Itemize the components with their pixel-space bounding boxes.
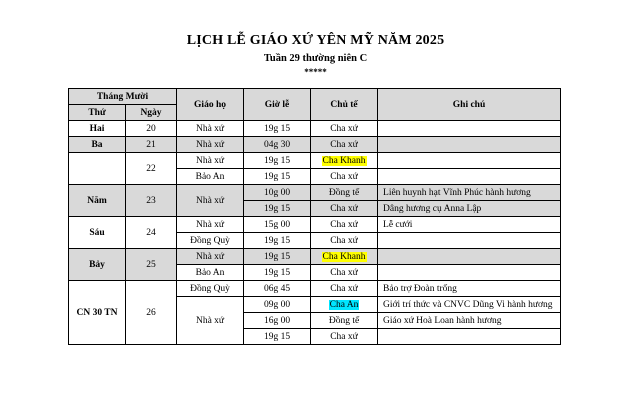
time-cell: 15g 00 — [244, 217, 311, 233]
note-header: Ghi chú — [378, 89, 561, 121]
celebrant-cell — [311, 249, 378, 265]
date-cell: 21 — [126, 137, 177, 153]
page-subtitle: Tuần 29 thường niên C — [263, 53, 368, 64]
note-cell: Dâng hương cụ Anna Lập — [378, 201, 561, 217]
highlighted-celebrant: Cha An — [329, 299, 359, 310]
celebrant-cell: Cha xứ — [311, 137, 378, 153]
celebrant-cell: Cha xứ — [311, 233, 378, 249]
group-cell: Nhà xứ — [177, 153, 244, 169]
time-cell: 10g 00 — [244, 185, 311, 201]
note-cell — [378, 265, 561, 281]
weekday-cell: Bảy — [69, 249, 126, 281]
group-cell: Nhà xứ — [177, 249, 244, 265]
celebrant-cell: Cha xứ — [311, 217, 378, 233]
note-cell — [378, 153, 561, 169]
date-cell: 22 — [126, 153, 177, 185]
celebrant-cell: Cha xứ — [311, 281, 378, 297]
note-cell — [378, 169, 561, 185]
note-cell: Bảo trợ Đoàn trống — [378, 281, 561, 297]
celebrant-header: Chủ tế — [311, 89, 378, 121]
group-cell: Nhà xứ — [177, 121, 244, 137]
time-cell: 19g 15 — [244, 169, 311, 185]
date-cell: 20 — [126, 121, 177, 137]
celebrant-cell: Đồng tế — [311, 185, 378, 201]
group-cell: Nhà xứ — [177, 297, 244, 345]
group-cell: Đồng Quỳ — [177, 281, 244, 297]
celebrant-cell — [311, 153, 378, 169]
note-cell — [378, 249, 561, 265]
group-cell: Đồng Quỳ — [177, 233, 244, 249]
note-cell: Giới trí thức và CNVC Dũng Vi hành hương — [378, 297, 561, 313]
date-cell: 26 — [126, 281, 177, 345]
date-cell: 25 — [126, 249, 177, 281]
celebrant-cell — [311, 297, 378, 313]
note-cell: Liên huynh hạt Vĩnh Phúc hành hương — [378, 185, 561, 201]
table-row — [69, 153, 561, 169]
weekday-header: Thứ — [69, 105, 126, 121]
table-row — [69, 249, 561, 265]
date-cell: 23 — [126, 185, 177, 217]
mass-schedule-table — [68, 88, 561, 345]
note-cell — [378, 121, 561, 137]
date-cell: 24 — [126, 217, 177, 249]
table-row — [69, 185, 561, 201]
page-title: LỊCH LỄ GIÁO XỨ YÊN MỸ NĂM 2025 — [186, 33, 445, 48]
note-cell — [378, 233, 561, 249]
celebrant-cell: Cha xứ — [311, 121, 378, 137]
time-cell: 19g 15 — [244, 153, 311, 169]
note-cell: Lễ cưới — [378, 217, 561, 233]
celebrant-cell: Đồng tế — [311, 313, 378, 329]
celebrant-cell: Cha xứ — [311, 201, 378, 217]
group-cell: Nhà xứ — [177, 185, 244, 217]
parish-group-header: Giáo họ — [177, 89, 244, 121]
time-cell: 19g 15 — [244, 233, 311, 249]
weekday-cell: Sáu — [69, 217, 126, 249]
note-cell — [378, 137, 561, 153]
group-cell: Bảo An — [177, 265, 244, 281]
time-cell: 09g 00 — [244, 297, 311, 313]
month-header: Tháng Mười — [69, 89, 177, 105]
time-cell: 19g 15 — [244, 265, 311, 281]
separator-stars: ***** — [304, 67, 327, 77]
date-header: Ngày — [126, 105, 177, 121]
celebrant-cell: Cha xứ — [311, 265, 378, 281]
weekday-cell: CN 30 TN — [69, 281, 126, 345]
weekday-cell: Ba — [69, 137, 126, 153]
table-row — [69, 217, 561, 233]
celebrant-cell: Cha xứ — [311, 169, 378, 185]
time-cell: 19g 15 — [244, 121, 311, 137]
table-row — [69, 281, 561, 297]
group-cell: Nhà xứ — [177, 137, 244, 153]
time-header: Giờ lễ — [244, 89, 311, 121]
table-row — [69, 121, 561, 137]
note-cell — [378, 329, 561, 345]
table-row — [69, 137, 561, 153]
time-cell: 04g 30 — [244, 137, 311, 153]
time-cell: 19g 15 — [244, 329, 311, 345]
group-cell: Bảo An — [177, 169, 244, 185]
celebrant-cell: Cha xứ — [311, 329, 378, 345]
time-cell: 06g 45 — [244, 281, 311, 297]
time-cell: 19g 15 — [244, 249, 311, 265]
time-cell: 16g 00 — [244, 313, 311, 329]
weekday-cell: Hai — [69, 121, 126, 137]
time-cell: 19g 15 — [244, 201, 311, 217]
weekday-cell: Năm — [69, 185, 126, 217]
highlighted-celebrant: Cha Khanh — [322, 251, 366, 262]
group-cell: Nhà xứ — [177, 217, 244, 233]
highlighted-celebrant: Cha Khanh — [322, 155, 366, 166]
note-cell: Giáo xứ Hoà Loan hành hương — [378, 313, 561, 329]
weekday-cell — [69, 153, 126, 185]
